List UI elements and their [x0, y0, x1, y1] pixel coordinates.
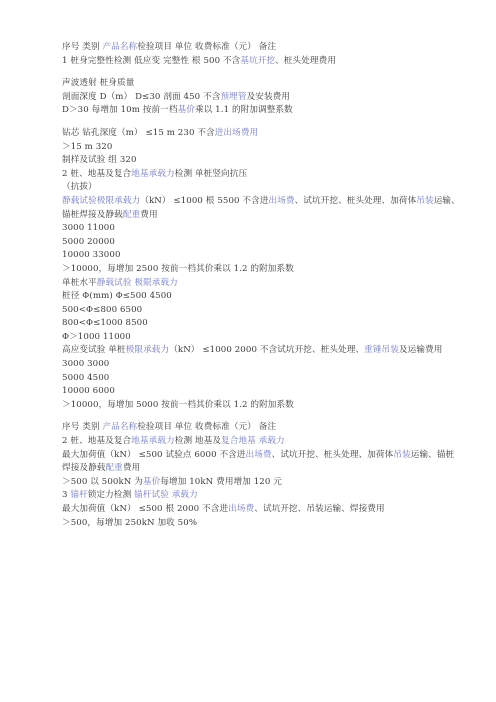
- section2-extra: [62, 476, 462, 490]
- coring-row-2: ＞15 m 320: [62, 141, 113, 152]
- highlight: 静载试验 极限承载力: [96, 277, 178, 288]
- header-text: 序号 类别: [62, 42, 103, 52]
- load-row: 3000 3000: [62, 359, 110, 370]
- text: ＞500 以 500kN 为: [62, 476, 143, 487]
- highlight: 地基承载力: [131, 168, 175, 179]
- highlight: 出场费: [245, 449, 272, 460]
- highlight: 静载试验极限承载力: [62, 195, 141, 206]
- text: 费用: [122, 463, 141, 474]
- highlight: 配重: [122, 209, 141, 220]
- header-highlight: 产品名称: [102, 422, 138, 433]
- item-2-row-1: [62, 168, 462, 182]
- text: 1 桩身完整性检测 低应变 完整性 根 500 不含: [62, 55, 241, 66]
- highlight: 吊装: [393, 449, 411, 460]
- header-text: 检验项目 单位 收费标准（元） 备注: [137, 422, 277, 433]
- highlight: 基坑开挖: [240, 55, 276, 66]
- diameter-row: 800<Φ≤1000 8500: [62, 318, 148, 329]
- text: 锁定力: [87, 490, 114, 501]
- sonic-depth-1: [62, 91, 462, 105]
- text: 检测 单桩竖向抗压: [174, 168, 248, 179]
- high-strain-row: [62, 344, 462, 358]
- text: 3: [62, 490, 71, 501]
- text: 单桩水平: [62, 277, 97, 288]
- highlight: 预埋管: [220, 91, 247, 102]
- text: 2 桩、地基及复合: [62, 168, 132, 179]
- item-2-row-2: （抗拔）: [62, 182, 97, 193]
- section2-anchor: [62, 503, 462, 517]
- text: 及运输费用: [398, 345, 443, 356]
- text: 钻芯 钻孔深度（m） ≤15 m 230 不含: [62, 127, 215, 138]
- header-text: 序号 类别: [62, 422, 103, 433]
- load-row: 5000 20000: [62, 236, 115, 247]
- sonic-title: 声波透射 桩身质量: [62, 78, 135, 89]
- diameter-row: 桩径 Φ(mm) Φ≤500 4500: [62, 291, 172, 302]
- highlight: 地基承载力: [131, 436, 175, 447]
- highlight: 进出场费用: [214, 127, 259, 138]
- highlight: 配重: [105, 463, 123, 474]
- header-highlight: 产品名称: [102, 42, 138, 52]
- text: 运输、锚桩焊接及静载: [62, 449, 455, 474]
- load-extra: ＞10000，每增加 2500 按前一档其价乘以 1.2 的附加系数: [62, 263, 294, 274]
- highlight: 基价: [177, 105, 195, 116]
- text: （kN） ≤1000 2000 不含试坑开挖、桩头处理、: [169, 345, 365, 356]
- text: 检测: [113, 490, 135, 501]
- text: 检测 地基及: [174, 436, 222, 447]
- text: 、桩头处理费用: [275, 55, 337, 66]
- load-row: 10000 6000: [62, 386, 115, 397]
- text: 运输、锚桩焊接及静载: [62, 195, 460, 220]
- text: 最大加荷值（kN） ≤500 试验点 6000 不含进: [62, 449, 246, 460]
- header-text: 检验项目 单位 收费标准（元） 备注: [137, 42, 277, 52]
- highlight: 复合地基 承载力: [221, 436, 285, 447]
- highlight: 出场费: [228, 504, 255, 514]
- table-header-2: [62, 421, 462, 435]
- highlight: 重锤吊装: [364, 345, 399, 356]
- item-1-row: [62, 55, 462, 69]
- coring-row-1: [62, 127, 462, 141]
- load-row: 10000 33000: [62, 250, 121, 261]
- text: 费用: [140, 209, 158, 220]
- diameter-row: 500<Φ≤800 6500: [62, 304, 143, 315]
- text: 剖面深度 D（m） D≤30 剖面 450 不含: [62, 91, 221, 102]
- sonic-depth-2: [62, 104, 462, 118]
- highlight: 出场费: [268, 195, 295, 206]
- section2-maxload: [62, 449, 462, 476]
- section2-anchor-extra: ＞500，每增加 250kN 加收 50%: [62, 517, 198, 528]
- text: 、试坑开挖、桩头处理、加荷体: [271, 449, 394, 460]
- highlight: 锚杆试验 承载力: [134, 490, 198, 501]
- text: 2 桩、地基及复合: [62, 436, 132, 447]
- load-row: 5000 4500: [62, 372, 110, 383]
- highlight: 极限承载力: [125, 345, 170, 356]
- coring-row-3: 制样及试验 组 320: [62, 155, 137, 166]
- highlight: 基价: [142, 476, 161, 487]
- section2-item-3: [62, 489, 462, 503]
- text: 、试坑开挖、吊装运输、焊接费用: [254, 504, 385, 514]
- text: （kN） ≤1000 根 5500 不含进: [140, 195, 269, 206]
- document-body: [62, 41, 462, 530]
- highlight: 吊装: [416, 195, 434, 206]
- text: 最大加荷值（kN） ≤500 根 2000 不含进: [62, 504, 229, 514]
- load-extra: ＞10000，每增加 5000 按前一档其价乘以 1.2 的附加系数: [62, 399, 294, 410]
- highlight: 锚杆: [70, 490, 88, 501]
- load-row: 3000 11000: [62, 223, 115, 234]
- text: 乘以 1.1 的附加调整系数: [194, 105, 293, 116]
- horizontal-title: [62, 277, 462, 291]
- text: 及安装费用: [246, 91, 291, 102]
- table-header-1: [62, 41, 462, 55]
- text: 、试坑开挖、桩头处理、加荷体: [294, 195, 417, 206]
- section2-item-2: [62, 435, 462, 449]
- text: D＞30 每增加 10m 按前一档: [62, 105, 178, 116]
- text: 每增加 10kN 费用增加 120 元: [160, 476, 282, 487]
- item-2-row-3: [62, 195, 462, 222]
- text: 高应变试验 单桩: [62, 345, 126, 356]
- diameter-row: Φ＞1000 11000: [62, 331, 131, 342]
